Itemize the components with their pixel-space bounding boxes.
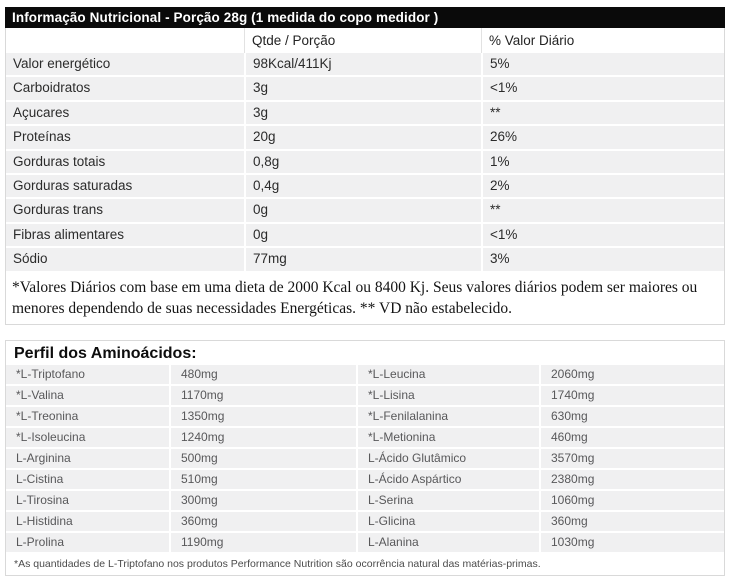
nutrition-rows <box>6 53 724 273</box>
nutrient-qty: 0g <box>244 199 481 221</box>
nutrition-row <box>6 175 724 199</box>
amino-row <box>6 407 724 428</box>
nutrient-qty: 20g <box>244 126 481 148</box>
amino-name: L-Prolina <box>16 535 65 550</box>
amino-name: L-Histidina <box>16 514 73 529</box>
nutrition-row <box>6 77 724 101</box>
header-qty-per-serving: Qtde / Porção <box>244 28 481 53</box>
nutrient-label: Valor energético <box>13 56 111 71</box>
nutrient-label: Gorduras trans <box>13 202 104 218</box>
nutrient-qty: 0,4g <box>244 175 481 197</box>
amino-name: *L-Metionina <box>356 428 539 447</box>
nutrient-label: Proteínas <box>13 129 71 145</box>
nutrient-daily-value: 2% <box>481 175 724 197</box>
amino-value: 3570mg <box>539 449 724 468</box>
nutrition-row <box>6 224 724 248</box>
amino-name: *L-Leucina <box>356 365 539 384</box>
nutrition-row <box>6 151 724 175</box>
header-daily-value: % Valor Diário <box>481 28 724 53</box>
daily-values-footnote: *Valores Diários com base em uma dieta de 2000 Kcal ou 8400 Kj. Seus valores diários podem ser maiores ou menores dependendo de suas necessidades Energéticas. ** VD não estabelecido. <box>6 273 724 325</box>
amino-name: L-Cistina <box>16 472 64 487</box>
nutrition-row <box>6 126 724 150</box>
amino-row <box>6 470 724 491</box>
nutrient-qty: 98Kcal/411Kj <box>244 53 481 75</box>
amino-name: L-Ácido Glutâmico <box>356 449 539 468</box>
amino-name: *L-Isoleucina <box>16 430 86 445</box>
amino-value: 1030mg <box>539 533 724 552</box>
nutrition-label <box>5 7 725 576</box>
amino-name: *L-Treonina <box>16 409 79 424</box>
nutrient-label: Sódio <box>13 251 48 267</box>
nutrition-header-row <box>6 28 724 53</box>
nutrient-qty: 0g <box>244 224 481 246</box>
nutrient-label: Carboidratos <box>13 80 91 96</box>
amino-value: 1740mg <box>539 386 724 405</box>
amino-value: 360mg <box>169 512 356 531</box>
tryptophan-footnote: *As quantidades de L-Triptofano nos produtos Performance Nutrition são ocorrência natural das matérias-primas. <box>6 554 724 575</box>
amino-row <box>6 449 724 470</box>
amino-row <box>6 428 724 449</box>
amino-rows <box>6 365 724 554</box>
nutrient-qty: 77mg <box>244 248 481 270</box>
amino-value: 460mg <box>539 428 724 447</box>
amino-name: L-Glicina <box>356 512 539 531</box>
amino-value: 630mg <box>539 407 724 426</box>
nutrient-label: Fibras alimentares <box>13 226 125 242</box>
amino-value: 480mg <box>169 365 356 384</box>
nutrient-daily-value: 1% <box>481 151 724 173</box>
amino-row <box>6 491 724 512</box>
amino-name: *L-Fenilalanina <box>356 407 539 426</box>
section-gap <box>5 325 725 340</box>
nutrition-table <box>5 28 725 325</box>
amino-name: *L-Triptofano <box>16 367 85 382</box>
amino-value: 510mg <box>169 470 356 489</box>
amino-profile-title: Perfil dos Aminoácidos: <box>6 341 724 365</box>
amino-name: L-Alanina <box>356 533 539 552</box>
amino-profile-box <box>5 340 725 576</box>
amino-value: 500mg <box>169 449 356 468</box>
amino-name: L-Tirosina <box>16 493 69 508</box>
nutrient-daily-value: ** <box>481 102 724 124</box>
nutrient-qty: 3g <box>244 102 481 124</box>
nutrition-title-bar: Informação Nutricional - Porção 28g (1 medida do copo medidor ) <box>5 7 725 28</box>
nutrient-daily-value: <1% <box>481 224 724 246</box>
nutrition-row <box>6 199 724 223</box>
amino-value: 1060mg <box>539 491 724 510</box>
amino-value: 1170mg <box>169 386 356 405</box>
amino-name: L-Ácido Aspártico <box>356 470 539 489</box>
nutrient-label: Gorduras saturadas <box>13 177 133 193</box>
nutrition-row <box>6 53 724 77</box>
nutrient-daily-value: 5% <box>481 53 724 75</box>
nutrition-row <box>6 102 724 126</box>
header-nutrient <box>6 28 244 53</box>
nutrient-qty: 0,8g <box>244 151 481 173</box>
amino-row <box>6 512 724 533</box>
amino-value: 1350mg <box>169 407 356 426</box>
amino-name: *L-Valina <box>16 388 64 403</box>
nutrient-daily-value: 3% <box>481 248 724 270</box>
nutrient-label: Açucares <box>13 104 70 120</box>
nutrient-daily-value: ** <box>481 199 724 221</box>
amino-value: 1240mg <box>169 428 356 447</box>
amino-row <box>6 365 724 386</box>
amino-name: L-Serina <box>356 491 539 510</box>
amino-value: 2060mg <box>539 365 724 384</box>
nutrient-label: Gorduras totais <box>13 153 106 169</box>
amino-row <box>6 386 724 407</box>
amino-value: 360mg <box>539 512 724 531</box>
amino-name: L-Arginina <box>16 451 71 466</box>
amino-row <box>6 533 724 554</box>
nutrient-qty: 3g <box>244 77 481 99</box>
amino-value: 2380mg <box>539 470 724 489</box>
amino-value: 300mg <box>169 491 356 510</box>
amino-value: 1190mg <box>169 533 356 552</box>
amino-name: *L-Lisina <box>356 386 539 405</box>
nutrient-daily-value: 26% <box>481 126 724 148</box>
nutrition-row <box>6 248 724 272</box>
nutrient-daily-value: <1% <box>481 77 724 99</box>
